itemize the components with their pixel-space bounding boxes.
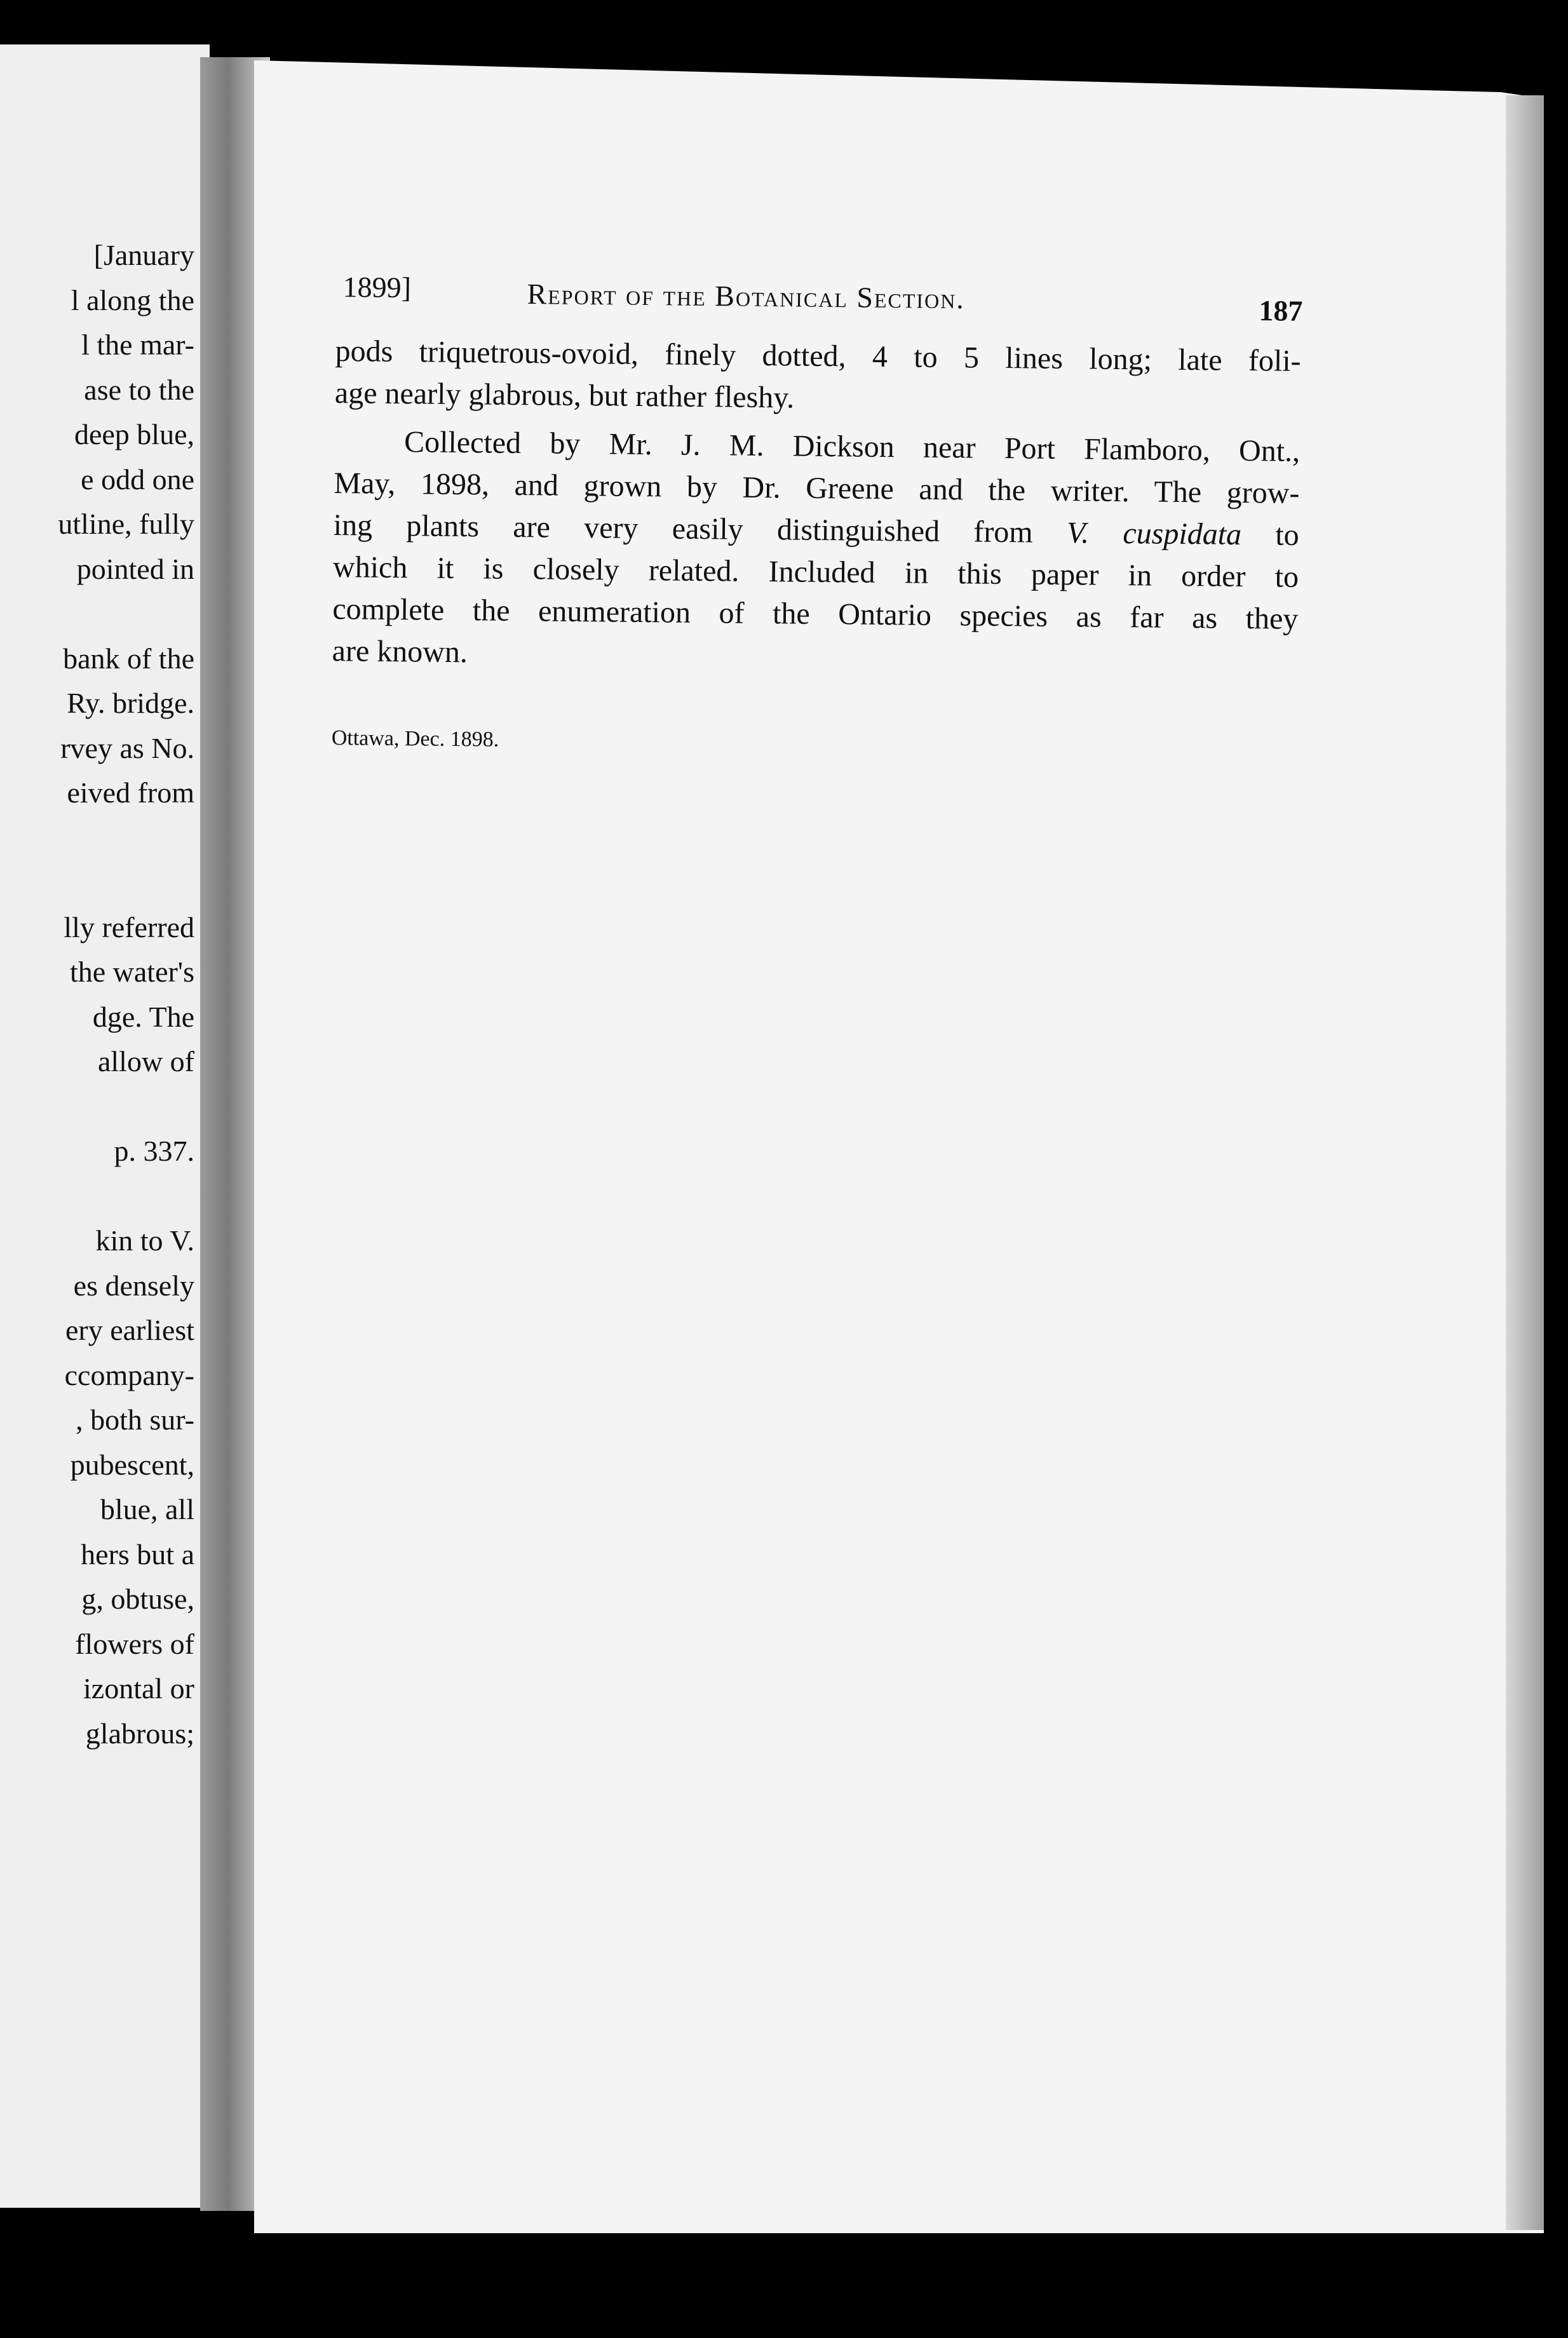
left-page-line: flowers of bbox=[75, 1627, 194, 1660]
running-head-year: 1899] bbox=[342, 270, 412, 304]
body-text bbox=[332, 330, 1301, 682]
left-page-line: utline, fully bbox=[58, 508, 194, 540]
left-page-line: [January bbox=[93, 239, 194, 271]
left-page-line: , both sur- bbox=[76, 1403, 194, 1436]
left-page-line: izontal or bbox=[83, 1672, 194, 1705]
running-head-title: Report of the Botanical Section. bbox=[527, 278, 966, 315]
left-facing-page bbox=[0, 44, 210, 2208]
left-page-line: lly referred bbox=[64, 910, 194, 943]
left-page-line: the water's bbox=[69, 956, 194, 988]
left-page-line: glabrous; bbox=[85, 1717, 194, 1750]
left-page-line: eived from bbox=[67, 776, 194, 809]
left-page-line: kin to V. bbox=[95, 1224, 194, 1257]
right-page-edge-shadow bbox=[1506, 95, 1544, 2230]
left-page-line: dge. The bbox=[92, 1000, 194, 1033]
left-page-line: bank of the bbox=[63, 642, 194, 675]
left-page-line: deep blue, bbox=[74, 418, 194, 450]
left-page-line: pointed in bbox=[76, 552, 194, 585]
text-line: which it is closely related. Included in this paper in order to bbox=[332, 550, 1299, 594]
paragraph-pods bbox=[335, 330, 1301, 424]
paragraph-collected bbox=[332, 421, 1300, 682]
left-page-line: e odd one bbox=[81, 463, 194, 496]
text-line: are known. bbox=[332, 633, 468, 670]
text-segment: ing plants are very easily distinguished from bbox=[333, 508, 1067, 550]
left-page-line: rvey as No. bbox=[60, 731, 194, 764]
left-page-line: pubescent, bbox=[70, 1448, 194, 1481]
left-page-line: Ry. bridge. bbox=[67, 687, 194, 719]
left-page-line: g, obtuse, bbox=[81, 1583, 194, 1615]
left-page-line: ccompany- bbox=[64, 1358, 194, 1391]
left-page-line: blue, all bbox=[100, 1493, 194, 1525]
left-page-line: es densely bbox=[73, 1269, 194, 1302]
left-page-line: hers but a bbox=[81, 1537, 194, 1571]
left-page-line: allow of bbox=[97, 1045, 194, 1078]
text-line: May, 1898, and grown by Dr. Greene and the writer. The grow- bbox=[334, 466, 1300, 510]
text-line: age nearly glabrous, but rather fleshy. bbox=[334, 375, 795, 415]
text-line: complete the enumeration of the Ontario species as far as they bbox=[332, 591, 1299, 636]
left-page-line: p. 337. bbox=[114, 1135, 194, 1167]
left-page-line: ase to the bbox=[84, 373, 194, 406]
text-line: Collected by Mr. J. M. Dickson near Port Flamboro, Ont., bbox=[403, 425, 1301, 468]
page-number: 187 bbox=[1259, 294, 1303, 327]
text-line: pods triquetrous-ovoid, finely dotted, 4 to 5 lines long; late foli- bbox=[335, 334, 1301, 378]
left-page-line: l the mar- bbox=[81, 328, 194, 361]
signoff-place-date: Ottawa, Dec. 1898. bbox=[331, 726, 499, 752]
species-name: V. cuspidata bbox=[1066, 516, 1242, 551]
left-page-line: l along the bbox=[71, 283, 194, 316]
left-page-line: ery earliest bbox=[65, 1314, 194, 1346]
text-segment: to bbox=[1241, 517, 1299, 552]
